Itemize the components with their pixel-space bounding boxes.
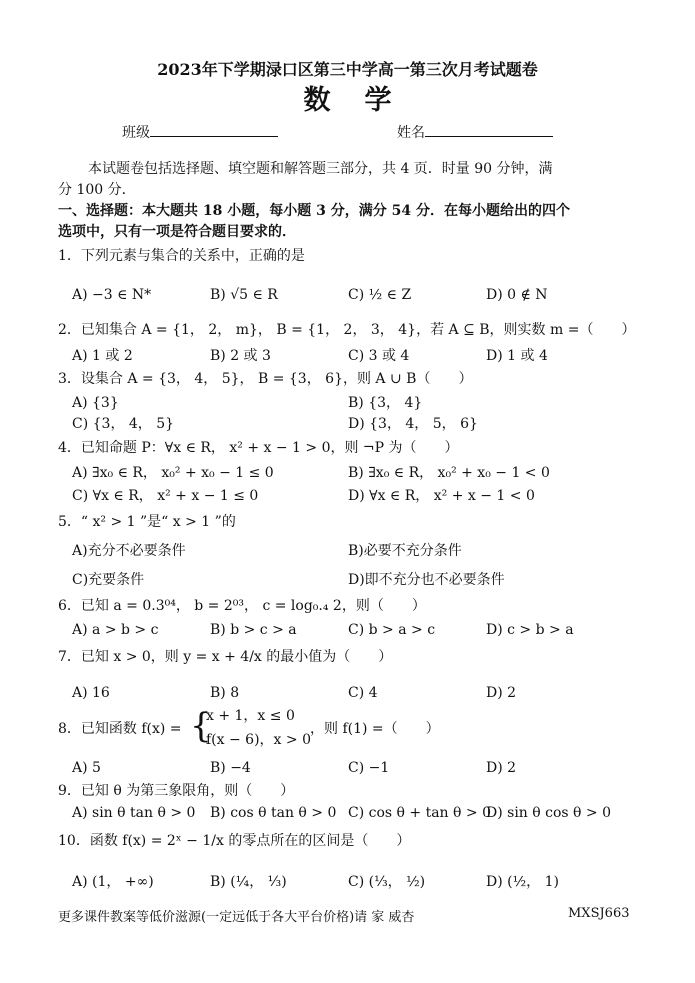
question-3-option-a: A) {3} [72, 395, 119, 411]
question-5-option-a: A)充分不必要条件 [72, 543, 186, 559]
intro-line-1: 本试题卷包括选择题、填空题和解答题三部分，共 4 页．时量 90 分钟，满 [88, 161, 553, 177]
question-3-option-c: C) {3， 4， 5} [72, 416, 175, 432]
question-2-option-b: B) 2 或 3 [210, 348, 271, 364]
question-10-option-a: A) (1， +∞) [72, 874, 154, 890]
question-8-stem-lead: 8．已知函数 f(x) = [58, 721, 182, 737]
name-label: 姓名 [397, 125, 425, 141]
question-6-stem: 6．已知 a = 0.3⁰⁴， b = 2⁰³， c = log₀.₄ 2，则（ ） [58, 598, 426, 614]
class-label: 班级 [122, 125, 150, 141]
question-1-stem: 1．下列元素与集合的关系中，正确的是 [58, 248, 305, 264]
question-5-stem: 5．“ x² > 1 ”是“ x > 1 ”的 [58, 514, 236, 530]
question-9-option-d: D) sin θ cos θ > 0 [486, 805, 612, 821]
question-6-option-a: A) a > b > c [72, 622, 159, 638]
question-2-stem: 2．已知集合 A = {1， 2， m}， B = {1， 2， 3， 4}，若 A ⊆ B，则实数 m =（ ） [58, 322, 636, 338]
question-2-option-d: D) 1 或 4 [486, 348, 548, 364]
question-4-option-d: D) ∀x ∈ R， x² + x − 1 < 0 [348, 488, 535, 504]
question-2-option-c: C) 3 或 4 [348, 348, 410, 364]
question-1-option-b: B) √5 ∈ R [210, 287, 278, 303]
question-3-option-b: B) {3， 4} [348, 395, 423, 411]
question-1-option-a: A) −3 ∈ N* [72, 287, 152, 303]
question-10-option-c: C) (⅓， ½) [348, 874, 426, 890]
question-6-option-c: C) b > a > c [348, 622, 436, 638]
question-6-option-b: B) b > c > a [210, 622, 297, 638]
question-7-option-a: A) 16 [72, 685, 110, 701]
question-4-option-c: C) ∀x ∈ R， x² + x − 1 ≤ 0 [72, 488, 259, 504]
question-9-stem: 9．已知 θ 为第三象限角，则（ ） [58, 783, 295, 799]
question-7-stem: 7．已知 x > 0，则 y = x + 4/x 的最小值为（ ） [58, 649, 393, 665]
question-10-option-d: D) (½， 1) [486, 874, 559, 890]
name-blank [425, 122, 553, 137]
question-4-option-a: A) ∃x₀ ∈ R， x₀² + x₀ − 1 ≤ 0 [72, 465, 274, 481]
question-3-option-d: D) {3， 4， 5， 6} [348, 416, 478, 432]
question-9-option-a: A) sin θ tan θ > 0 [72, 805, 196, 821]
question-5-option-b: B)必要不充分条件 [348, 543, 462, 559]
question-1-option-c: C) ½ ∈ Z [348, 287, 412, 303]
question-7-option-c: C) 4 [348, 685, 378, 701]
footer-code: MXSJ663 [568, 906, 630, 921]
question-8-option-a: A) 5 [72, 760, 101, 776]
question-1-option-d: D) 0 ∉ N [486, 287, 548, 303]
question-5-option-d: D)即不充分也不必要条件 [348, 572, 505, 588]
exam-title: 2023年下学期渌口区第三中学高一第三次月考试题卷 [157, 60, 538, 79]
class-field [122, 122, 278, 142]
footer-notice: 更多课件教案等低价滋源(一定远低于各大平台价格)请 家 威杏 [58, 910, 415, 925]
question-2-option-a: A) 1 或 2 [72, 348, 133, 364]
question-9-option-b: B) cos θ tan θ > 0 [210, 805, 337, 821]
question-10-option-b: B) (¼， ⅓) [210, 874, 287, 890]
question-9-option-c: C) cos θ + tan θ > 0 [348, 805, 491, 821]
question-3-stem: 3．设集合 A = {3， 4， 5}， B = {3， 6}，则 A ∪ B（ ） [58, 371, 473, 387]
question-8-option-d: D) 2 [486, 760, 517, 776]
question-8-case-2: f(x − 6)，x > 0 [206, 732, 311, 748]
section-heading-line-1: 一、选择题：本大题共 18 小题，每小题 3 分，满分 54 分．在每小题给出的四个 [58, 203, 570, 219]
question-5-option-c: C)充要条件 [72, 572, 145, 588]
question-7-option-d: D) 2 [486, 685, 517, 701]
name-field [397, 122, 553, 142]
question-4-stem: 4．已知命题 P：∀x ∈ R， x² + x − 1 > 0，则 ¬P 为（ ） [58, 440, 459, 456]
question-6-option-d: D) c > b > a [486, 622, 574, 638]
question-4-option-b: B) ∃x₀ ∈ R， x₀² + x₀ − 1 < 0 [348, 465, 550, 481]
question-10-stem: 10．函数 f(x) = 2ˣ − 1/x 的零点所在的区间是（ ） [58, 833, 411, 849]
intro-line-2: 分 100 分． [58, 182, 136, 198]
question-8-option-c: C) −1 [348, 760, 390, 776]
section-heading-line-2: 选项中，只有一项是符合题目要求的． [58, 224, 296, 240]
piecewise-brace: { [190, 706, 212, 746]
class-blank [150, 122, 278, 137]
question-7-option-b: B) 8 [210, 685, 240, 701]
question-8-case-1: x + 1，x ≤ 0 [206, 708, 295, 724]
question-8-stem-tail: ，则 f(1) =（ ） [310, 721, 440, 737]
question-8-option-b: B) −4 [210, 760, 251, 776]
subject-title: 数学 [303, 85, 426, 116]
